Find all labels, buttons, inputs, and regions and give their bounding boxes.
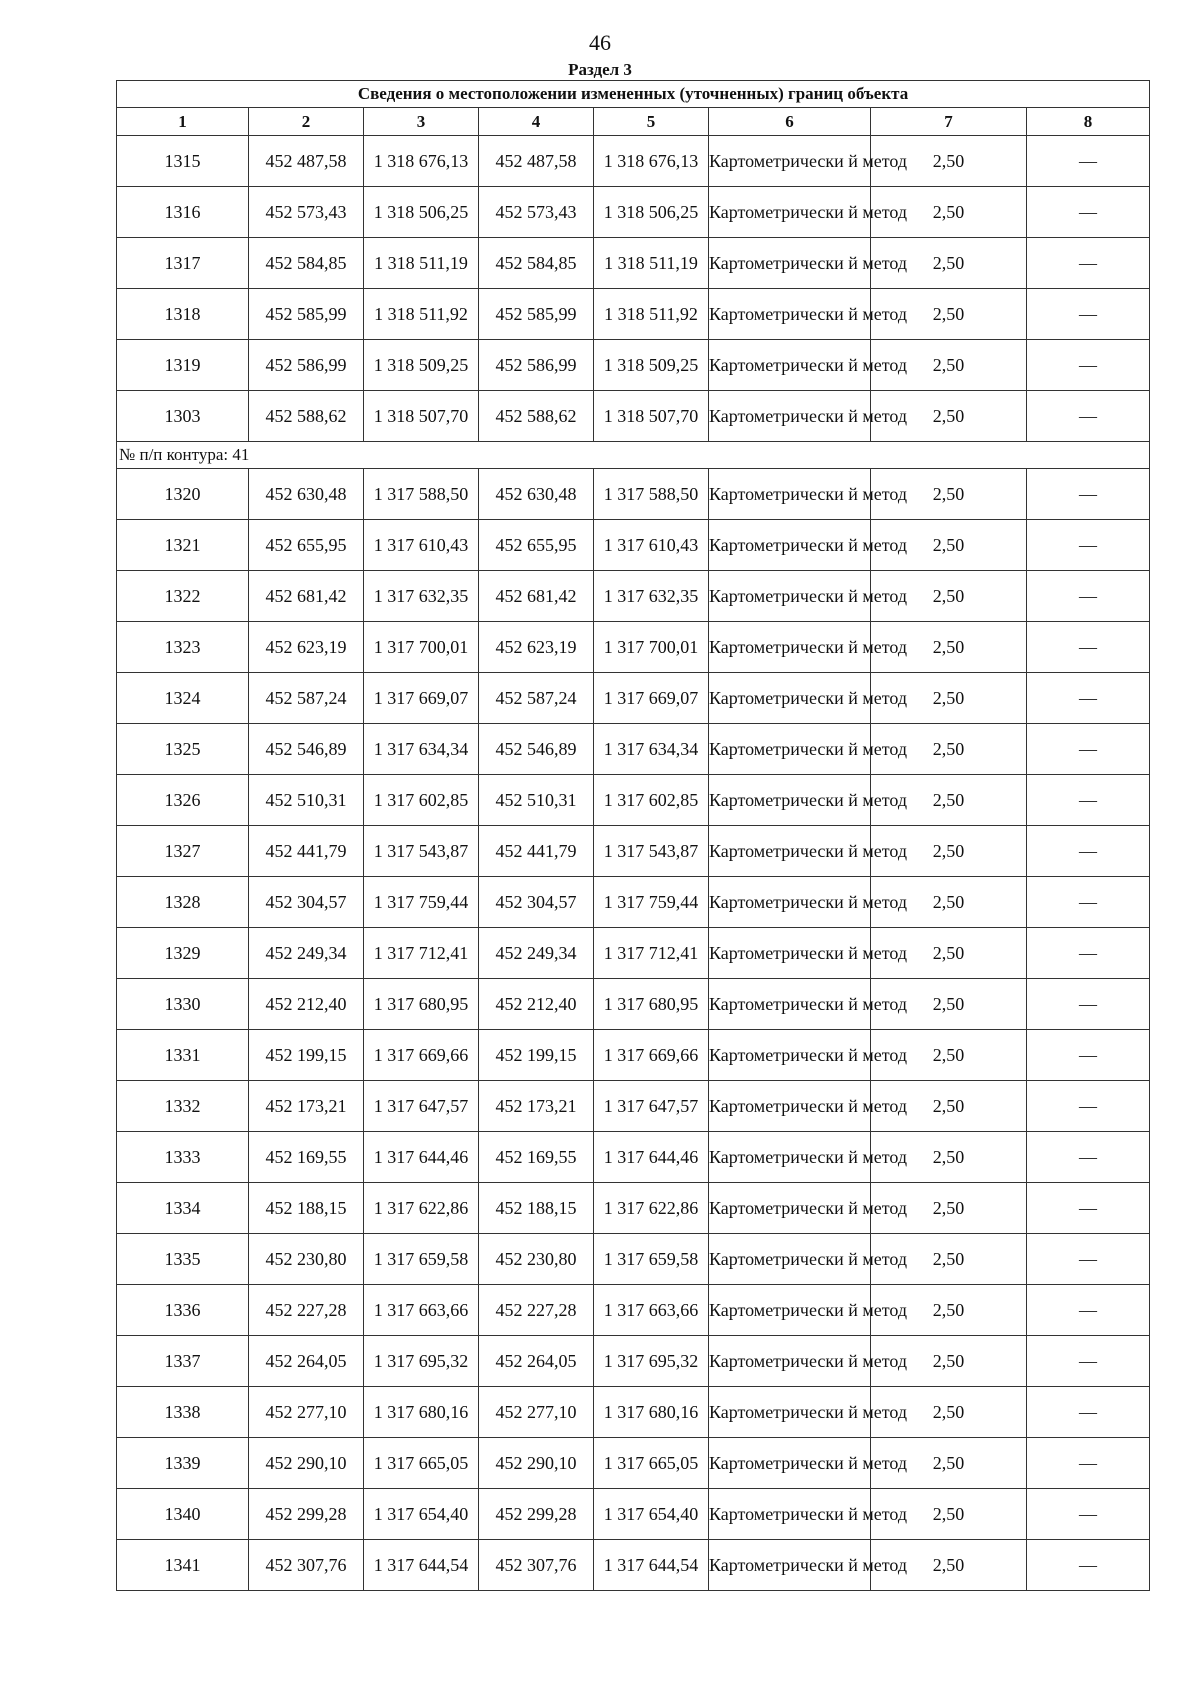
table-row [117, 340, 1150, 391]
description-cell: — [1027, 1183, 1150, 1234]
point-number-cell: 1330 [117, 979, 249, 1030]
y-old-cell: 1 318 511,92 [364, 289, 479, 340]
method-cell: Картометрически й метод [709, 775, 871, 826]
y-old-cell: 1 317 622,86 [364, 1183, 479, 1234]
method-cell: Картометрически й метод [709, 238, 871, 289]
point-number-cell: 1332 [117, 1081, 249, 1132]
table-row [117, 391, 1150, 442]
table-row [117, 775, 1150, 826]
accuracy-cell: 2,50 [871, 469, 1027, 520]
column-number: 4 [479, 108, 594, 136]
x-old-cell: 452 586,99 [249, 340, 364, 391]
accuracy-cell: 2,50 [871, 724, 1027, 775]
accuracy-cell: 2,50 [871, 1387, 1027, 1438]
x-old-cell: 452 584,85 [249, 238, 364, 289]
accuracy-cell: 2,50 [871, 289, 1027, 340]
method-cell: Картометрически й метод [709, 1387, 871, 1438]
method-cell: Картометрически й метод [709, 136, 871, 187]
method-cell: Картометрически й метод [709, 979, 871, 1030]
table-body-part2 [117, 469, 1150, 1591]
x-new-cell: 452 587,24 [479, 673, 594, 724]
y-old-cell: 1 317 644,54 [364, 1540, 479, 1591]
y-new-cell: 1 318 506,25 [594, 187, 709, 238]
y-new-cell: 1 317 695,32 [594, 1336, 709, 1387]
y-new-cell: 1 317 663,66 [594, 1285, 709, 1336]
description-cell: — [1027, 979, 1150, 1030]
description-cell: — [1027, 1285, 1150, 1336]
x-new-cell: 452 588,62 [479, 391, 594, 442]
method-cell: Картометрически й метод [709, 187, 871, 238]
y-old-cell: 1 317 588,50 [364, 469, 479, 520]
x-new-cell: 452 249,34 [479, 928, 594, 979]
description-cell: — [1027, 1438, 1150, 1489]
y-old-cell: 1 317 663,66 [364, 1285, 479, 1336]
point-number-cell: 1323 [117, 622, 249, 673]
accuracy-cell: 2,50 [871, 1081, 1027, 1132]
y-old-cell: 1 317 644,46 [364, 1132, 479, 1183]
accuracy-cell: 2,50 [871, 391, 1027, 442]
x-old-cell: 452 249,34 [249, 928, 364, 979]
x-new-cell: 452 169,55 [479, 1132, 594, 1183]
table-row [117, 724, 1150, 775]
point-number-cell: 1317 [117, 238, 249, 289]
description-cell: — [1027, 724, 1150, 775]
accuracy-cell: 2,50 [871, 187, 1027, 238]
column-number: 1 [117, 108, 249, 136]
y-new-cell: 1 317 602,85 [594, 775, 709, 826]
x-new-cell: 452 264,05 [479, 1336, 594, 1387]
method-cell: Картометрически й метод [709, 469, 871, 520]
y-old-cell: 1 317 610,43 [364, 520, 479, 571]
point-number-cell: 1327 [117, 826, 249, 877]
contour-label: № п/п контура: 41 [117, 442, 1150, 469]
x-new-cell: 452 585,99 [479, 289, 594, 340]
y-old-cell: 1 318 506,25 [364, 187, 479, 238]
x-new-cell: 452 307,76 [479, 1540, 594, 1591]
description-cell: — [1027, 877, 1150, 928]
column-number: 2 [249, 108, 364, 136]
point-number-cell: 1341 [117, 1540, 249, 1591]
y-new-cell: 1 318 676,13 [594, 136, 709, 187]
description-cell: — [1027, 1489, 1150, 1540]
x-old-cell: 452 585,99 [249, 289, 364, 340]
y-old-cell: 1 317 543,87 [364, 826, 479, 877]
x-new-cell: 452 188,15 [479, 1183, 594, 1234]
description-cell: — [1027, 520, 1150, 571]
accuracy-cell: 2,50 [871, 1030, 1027, 1081]
description-cell: — [1027, 238, 1150, 289]
x-new-cell: 452 299,28 [479, 1489, 594, 1540]
description-cell: — [1027, 571, 1150, 622]
description-cell: — [1027, 1234, 1150, 1285]
table-row [117, 1183, 1150, 1234]
y-old-cell: 1 317 695,32 [364, 1336, 479, 1387]
point-number-cell: 1331 [117, 1030, 249, 1081]
y-old-cell: 1 317 669,66 [364, 1030, 479, 1081]
y-new-cell: 1 317 634,34 [594, 724, 709, 775]
description-cell: — [1027, 391, 1150, 442]
x-old-cell: 452 169,55 [249, 1132, 364, 1183]
x-new-cell: 452 199,15 [479, 1030, 594, 1081]
point-number-cell: 1326 [117, 775, 249, 826]
method-cell: Картометрически й метод [709, 1132, 871, 1183]
x-new-cell: 452 623,19 [479, 622, 594, 673]
accuracy-cell: 2,50 [871, 1234, 1027, 1285]
method-cell: Картометрически й метод [709, 571, 871, 622]
x-new-cell: 452 227,28 [479, 1285, 594, 1336]
table-row [117, 1489, 1150, 1540]
method-cell: Картометрически й метод [709, 928, 871, 979]
accuracy-cell: 2,50 [871, 928, 1027, 979]
x-new-cell: 452 655,95 [479, 520, 594, 571]
table-row [117, 673, 1150, 724]
y-old-cell: 1 317 634,34 [364, 724, 479, 775]
x-new-cell: 452 277,10 [479, 1387, 594, 1438]
description-cell: — [1027, 289, 1150, 340]
x-old-cell: 452 230,80 [249, 1234, 364, 1285]
accuracy-cell: 2,50 [871, 1132, 1027, 1183]
accuracy-cell: 2,50 [871, 622, 1027, 673]
method-cell: Картометрически й метод [709, 1540, 871, 1591]
y-new-cell: 1 317 680,95 [594, 979, 709, 1030]
x-new-cell: 452 681,42 [479, 571, 594, 622]
table-row [117, 826, 1150, 877]
y-new-cell: 1 317 700,01 [594, 622, 709, 673]
x-old-cell: 452 588,62 [249, 391, 364, 442]
contour-row [117, 442, 1150, 469]
x-old-cell: 452 681,42 [249, 571, 364, 622]
x-old-cell: 452 623,19 [249, 622, 364, 673]
x-old-cell: 452 630,48 [249, 469, 364, 520]
y-new-cell: 1 317 669,66 [594, 1030, 709, 1081]
y-old-cell: 1 317 659,58 [364, 1234, 479, 1285]
point-number-cell: 1320 [117, 469, 249, 520]
accuracy-cell: 2,50 [871, 571, 1027, 622]
description-cell: — [1027, 469, 1150, 520]
section-title: Раздел 3 [568, 60, 632, 79]
accuracy-cell: 2,50 [871, 775, 1027, 826]
table-row [117, 1081, 1150, 1132]
table-row [117, 1336, 1150, 1387]
x-old-cell: 452 655,95 [249, 520, 364, 571]
point-number-cell: 1322 [117, 571, 249, 622]
column-number: 5 [594, 108, 709, 136]
x-old-cell: 452 546,89 [249, 724, 364, 775]
y-new-cell: 1 318 511,92 [594, 289, 709, 340]
y-new-cell: 1 317 543,87 [594, 826, 709, 877]
accuracy-cell: 2,50 [871, 673, 1027, 724]
x-old-cell: 452 188,15 [249, 1183, 364, 1234]
x-old-cell: 452 307,76 [249, 1540, 364, 1591]
table-row [117, 1234, 1150, 1285]
y-new-cell: 1 317 680,16 [594, 1387, 709, 1438]
x-old-cell: 452 299,28 [249, 1489, 364, 1540]
x-new-cell: 452 546,89 [479, 724, 594, 775]
accuracy-cell: 2,50 [871, 1489, 1027, 1540]
point-number-cell: 1315 [117, 136, 249, 187]
column-number: 7 [871, 108, 1027, 136]
table-row [117, 136, 1150, 187]
description-cell: — [1027, 622, 1150, 673]
y-old-cell: 1 317 700,01 [364, 622, 479, 673]
method-cell: Картометрически й метод [709, 1285, 871, 1336]
x-old-cell: 452 290,10 [249, 1438, 364, 1489]
method-cell: Картометрически й метод [709, 877, 871, 928]
table-row [117, 1132, 1150, 1183]
description-cell: — [1027, 340, 1150, 391]
method-cell: Картометрически й метод [709, 340, 871, 391]
description-cell: — [1027, 136, 1150, 187]
table-row [117, 469, 1150, 520]
table-row [117, 1540, 1150, 1591]
y-old-cell: 1 317 759,44 [364, 877, 479, 928]
x-new-cell: 452 441,79 [479, 826, 594, 877]
contour-section [117, 442, 1150, 469]
y-old-cell: 1 317 647,57 [364, 1081, 479, 1132]
table-row [117, 1030, 1150, 1081]
x-old-cell: 452 487,58 [249, 136, 364, 187]
x-new-cell: 452 304,57 [479, 877, 594, 928]
description-cell: — [1027, 1132, 1150, 1183]
description-cell: — [1027, 1387, 1150, 1438]
method-cell: Картометрически й метод [709, 826, 871, 877]
y-old-cell: 1 318 511,19 [364, 238, 479, 289]
y-old-cell: 1 317 680,95 [364, 979, 479, 1030]
coordinates-table [116, 80, 1150, 1591]
y-new-cell: 1 317 622,86 [594, 1183, 709, 1234]
y-old-cell: 1 317 632,35 [364, 571, 479, 622]
table-row [117, 187, 1150, 238]
x-old-cell: 452 264,05 [249, 1336, 364, 1387]
method-cell: Картометрически й метод [709, 1183, 871, 1234]
x-new-cell: 452 290,10 [479, 1438, 594, 1489]
x-new-cell: 452 173,21 [479, 1081, 594, 1132]
table-row [117, 520, 1150, 571]
y-new-cell: 1 317 588,50 [594, 469, 709, 520]
point-number-cell: 1339 [117, 1438, 249, 1489]
table-caption-row [117, 81, 1150, 108]
y-new-cell: 1 317 647,57 [594, 1081, 709, 1132]
x-old-cell: 452 199,15 [249, 1030, 364, 1081]
table-row [117, 1438, 1150, 1489]
y-new-cell: 1 318 511,19 [594, 238, 709, 289]
table-row [117, 289, 1150, 340]
accuracy-cell: 2,50 [871, 1183, 1027, 1234]
accuracy-cell: 2,50 [871, 877, 1027, 928]
point-number-cell: 1336 [117, 1285, 249, 1336]
y-new-cell: 1 317 644,46 [594, 1132, 709, 1183]
point-number-cell: 1340 [117, 1489, 249, 1540]
y-new-cell: 1 317 712,41 [594, 928, 709, 979]
x-new-cell: 452 212,40 [479, 979, 594, 1030]
x-old-cell: 452 441,79 [249, 826, 364, 877]
x-new-cell: 452 230,80 [479, 1234, 594, 1285]
x-new-cell: 452 510,31 [479, 775, 594, 826]
point-number-cell: 1333 [117, 1132, 249, 1183]
method-cell: Картометрически й метод [709, 1030, 871, 1081]
x-new-cell: 452 586,99 [479, 340, 594, 391]
point-number-cell: 1325 [117, 724, 249, 775]
column-number: 8 [1027, 108, 1150, 136]
y-new-cell: 1 317 665,05 [594, 1438, 709, 1489]
column-numbers-row [117, 108, 1150, 136]
method-cell: Картометрически й метод [709, 1234, 871, 1285]
point-number-cell: 1329 [117, 928, 249, 979]
x-new-cell: 452 584,85 [479, 238, 594, 289]
x-old-cell: 452 173,21 [249, 1081, 364, 1132]
description-cell: — [1027, 1081, 1150, 1132]
y-new-cell: 1 317 644,54 [594, 1540, 709, 1591]
accuracy-cell: 2,50 [871, 979, 1027, 1030]
y-new-cell: 1 317 654,40 [594, 1489, 709, 1540]
table-body-part1 [117, 136, 1150, 442]
y-new-cell: 1 317 659,58 [594, 1234, 709, 1285]
description-cell: — [1027, 187, 1150, 238]
y-new-cell: 1 317 610,43 [594, 520, 709, 571]
y-old-cell: 1 318 507,70 [364, 391, 479, 442]
accuracy-cell: 2,50 [871, 136, 1027, 187]
description-cell: — [1027, 775, 1150, 826]
y-new-cell: 1 317 669,07 [594, 673, 709, 724]
y-old-cell: 1 317 712,41 [364, 928, 479, 979]
table-row [117, 1387, 1150, 1438]
table-row [117, 928, 1150, 979]
point-number-cell: 1334 [117, 1183, 249, 1234]
table-row [117, 979, 1150, 1030]
column-number: 6 [709, 108, 871, 136]
y-old-cell: 1 317 665,05 [364, 1438, 479, 1489]
column-number: 3 [364, 108, 479, 136]
method-cell: Картометрически й метод [709, 622, 871, 673]
method-cell: Картометрически й метод [709, 1489, 871, 1540]
description-cell: — [1027, 826, 1150, 877]
x-old-cell: 452 510,31 [249, 775, 364, 826]
accuracy-cell: 2,50 [871, 340, 1027, 391]
table-row [117, 622, 1150, 673]
y-old-cell: 1 317 669,07 [364, 673, 479, 724]
method-cell: Картометрически й метод [709, 520, 871, 571]
point-number-cell: 1303 [117, 391, 249, 442]
accuracy-cell: 2,50 [871, 1438, 1027, 1489]
table-caption: Сведения о местоположении измененных (уточненных) границ объекта [117, 81, 1150, 108]
accuracy-cell: 2,50 [871, 238, 1027, 289]
table-row [117, 877, 1150, 928]
method-cell: Картометрически й метод [709, 724, 871, 775]
y-new-cell: 1 317 632,35 [594, 571, 709, 622]
point-number-cell: 1319 [117, 340, 249, 391]
page-number: 46 [589, 30, 611, 55]
y-old-cell: 1 317 602,85 [364, 775, 479, 826]
table-row [117, 571, 1150, 622]
point-number-cell: 1335 [117, 1234, 249, 1285]
accuracy-cell: 2,50 [871, 826, 1027, 877]
method-cell: Картометрически й метод [709, 1438, 871, 1489]
x-new-cell: 452 573,43 [479, 187, 594, 238]
y-old-cell: 1 317 680,16 [364, 1387, 479, 1438]
y-new-cell: 1 318 507,70 [594, 391, 709, 442]
x-old-cell: 452 227,28 [249, 1285, 364, 1336]
table-row [117, 238, 1150, 289]
point-number-cell: 1316 [117, 187, 249, 238]
accuracy-cell: 2,50 [871, 520, 1027, 571]
y-new-cell: 1 318 509,25 [594, 340, 709, 391]
y-new-cell: 1 317 759,44 [594, 877, 709, 928]
point-number-cell: 1324 [117, 673, 249, 724]
point-number-cell: 1318 [117, 289, 249, 340]
y-old-cell: 1 318 676,13 [364, 136, 479, 187]
description-cell: — [1027, 1336, 1150, 1387]
point-number-cell: 1337 [117, 1336, 249, 1387]
x-old-cell: 452 277,10 [249, 1387, 364, 1438]
accuracy-cell: 2,50 [871, 1336, 1027, 1387]
point-number-cell: 1338 [117, 1387, 249, 1438]
method-cell: Картометрически й метод [709, 1081, 871, 1132]
method-cell: Картометрически й метод [709, 1336, 871, 1387]
x-old-cell: 452 587,24 [249, 673, 364, 724]
method-cell: Картометрически й метод [709, 289, 871, 340]
x-old-cell: 452 212,40 [249, 979, 364, 1030]
accuracy-cell: 2,50 [871, 1540, 1027, 1591]
x-old-cell: 452 573,43 [249, 187, 364, 238]
accuracy-cell: 2,50 [871, 1285, 1027, 1336]
y-old-cell: 1 317 654,40 [364, 1489, 479, 1540]
x-old-cell: 452 304,57 [249, 877, 364, 928]
description-cell: — [1027, 928, 1150, 979]
x-new-cell: 452 630,48 [479, 469, 594, 520]
x-new-cell: 452 487,58 [479, 136, 594, 187]
description-cell: — [1027, 1540, 1150, 1591]
method-cell: Картометрически й метод [709, 391, 871, 442]
y-old-cell: 1 318 509,25 [364, 340, 479, 391]
point-number-cell: 1321 [117, 520, 249, 571]
description-cell: — [1027, 673, 1150, 724]
table-row [117, 1285, 1150, 1336]
method-cell: Картометрически й метод [709, 673, 871, 724]
point-number-cell: 1328 [117, 877, 249, 928]
description-cell: — [1027, 1030, 1150, 1081]
